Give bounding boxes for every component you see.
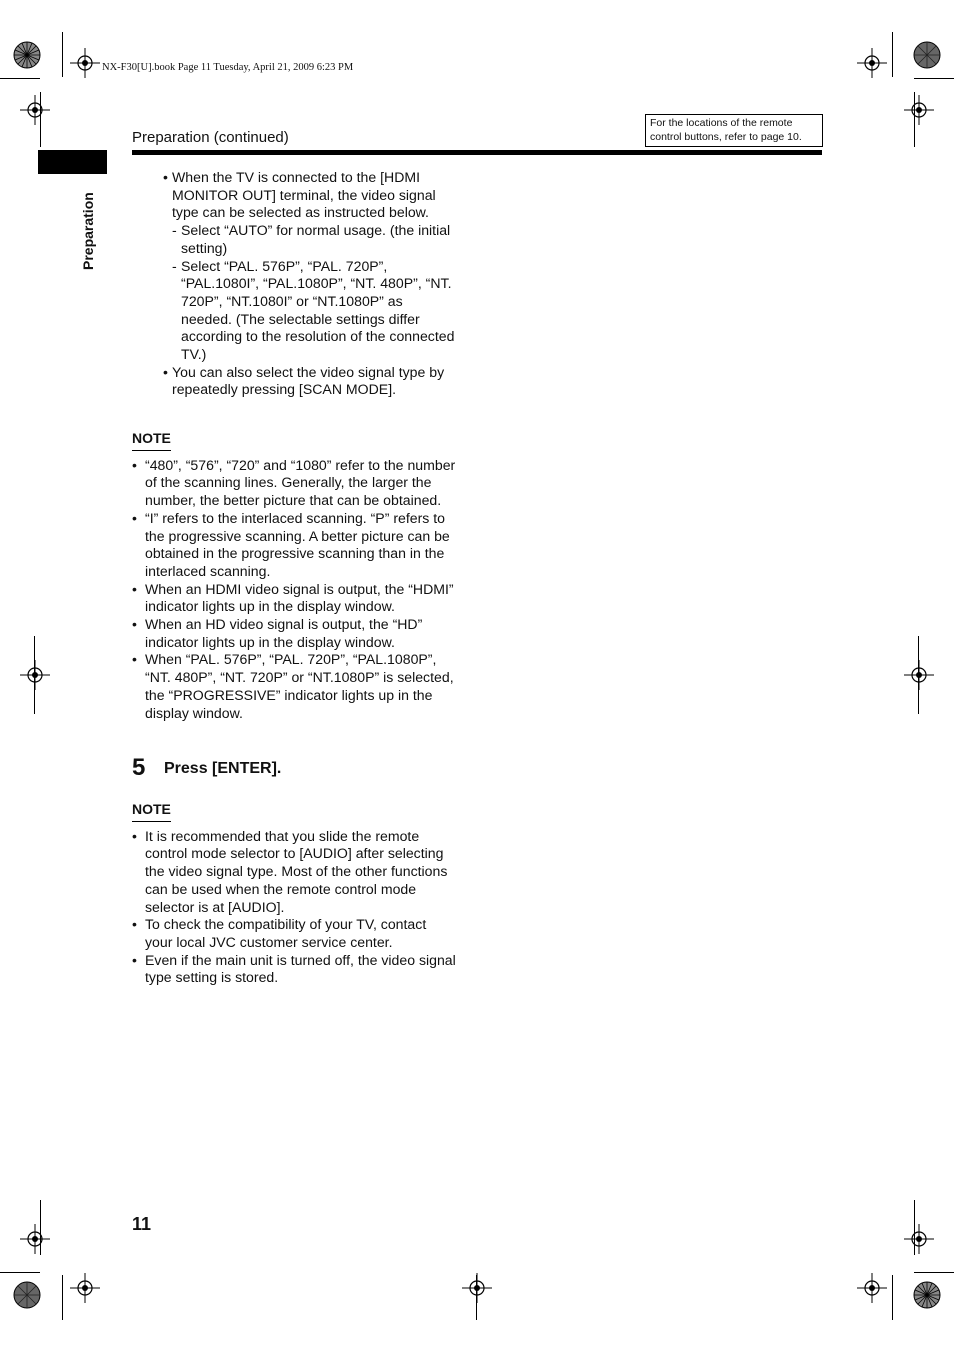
registration-mark-icon [904,95,934,125]
starburst-mark-icon [12,1280,42,1310]
step-number: 5 [132,754,146,781]
registration-mark-icon [70,1273,100,1303]
registration-mark-icon [20,1224,50,1254]
registration-mark-icon [904,660,934,690]
section-tab [38,150,107,174]
step-instruction: Press [ENTER]. [164,760,282,777]
note-item [132,510,457,581]
starburst-mark-icon [12,40,42,70]
bullet-icon: • [132,509,137,526]
section-side-label: Preparation [80,192,96,270]
crop-mark [62,32,63,77]
bullet-icon: • [132,827,137,844]
sub-list-item [132,258,457,364]
note-item [132,828,457,917]
sub-list-item-text: Select “AUTO” for normal usage. (the initial setting) [181,222,451,256]
note-item [132,651,457,722]
note-item [132,952,457,987]
bullet-icon: • [132,916,137,933]
page-header-title: Preparation (continued) [132,129,289,146]
note-item-text: When “PAL. 576P”, “PAL. 720P”, “PAL.1080P”, “NT. 480P”, “NT. 720P” or “NT.1080P” is selected, the “PROGRESSIVE” indicator lights up in the display window. [145,651,454,721]
note-item-text: To check the compatibility of your TV, contact your local JVC customer service center. [145,916,427,950]
starburst-mark-icon [912,1280,942,1310]
registration-mark-icon [462,1273,492,1303]
note-item-text: Even if the main unit is turned off, the video signal type setting is stored. [145,951,456,986]
registration-mark-icon [20,95,50,125]
starburst-mark-icon [912,40,942,70]
note-item-text: When an HDMI video signal is output, the “HDMI” indicator lights up in the display window. [145,580,454,615]
note-heading: NOTE [132,430,171,451]
crop-mark [892,1275,893,1320]
crop-mark [0,78,40,79]
bullet-icon: • [132,580,137,597]
intro-block [132,169,457,399]
header-rule [132,150,822,155]
registration-mark-icon [20,660,50,690]
note-item [132,581,457,616]
note-block [132,801,457,987]
crop-mark [914,1272,954,1273]
list-item [132,364,457,399]
note-heading: NOTE [132,801,171,822]
crop-mark [0,1272,40,1273]
sub-list-item-text: Select “PAL. 576P”, “PAL. 720P”, “PAL.1080I”, “PAL.1080P”, “NT. 480P”, “NT. 720P”, “NT.1080I” or “NT.1080P” as needed. (The selectable settings differ according to the resolution of the connected TV.) [181,257,455,363]
note-item-text: When an HD video signal is output, the “HD” indicator lights up in the display window. [145,616,423,650]
bullet-icon: • [132,651,137,668]
bullet-icon: • [132,951,137,968]
dash-icon: - [172,222,177,239]
sub-list-item [132,222,457,257]
note-item-text: “I” refers to the interlaced scanning. “P” refers to the progressive scanning. A better picture can be obtained in the progressive scanning than in the interlaced scanning. [145,509,450,579]
reference-note-box: For the locations of the remote control buttons, refer to page 10. [645,114,823,147]
print-info: NX-F30[U].book Page 11 Tuesday, April 21, 2009 6:23 PM [102,62,354,73]
list-item-text: When the TV is connected to the [HDMI MONITOR OUT] terminal, the video signal type can be selected as instructed below. [172,169,436,221]
bullet-icon: • [163,169,168,185]
note-item-text: “480”, “576”, “720” and “1080” refer to the number of the scanning lines. Generally, the larger the number, the better picture that can be obtained. [145,456,456,509]
page-number: 11 [132,1214,152,1234]
registration-mark-icon [904,1224,934,1254]
dash-icon: - [172,257,177,274]
crop-mark [892,32,893,77]
registration-mark-icon [70,48,100,78]
crop-mark [62,1275,63,1320]
note-item-text: It is recommended that you slide the remote control mode selector to [AUDIO] after selecting the video signal type. Most of the other functions can be used when the remote control mode selector is at [AUDIO]. [145,827,448,915]
list-item [132,169,457,222]
note-block [132,430,457,722]
bullet-icon: • [163,363,168,380]
note-item [132,457,457,510]
registration-mark-icon [857,1273,887,1303]
note-item [132,916,457,951]
crop-mark [914,78,954,79]
bullet-icon: • [132,616,137,633]
registration-mark-icon [857,48,887,78]
list-item-text: You can also select the video signal type by repeatedly pressing [SCAN MODE]. [172,363,445,398]
bullet-icon: • [132,456,137,473]
note-item [132,616,457,651]
